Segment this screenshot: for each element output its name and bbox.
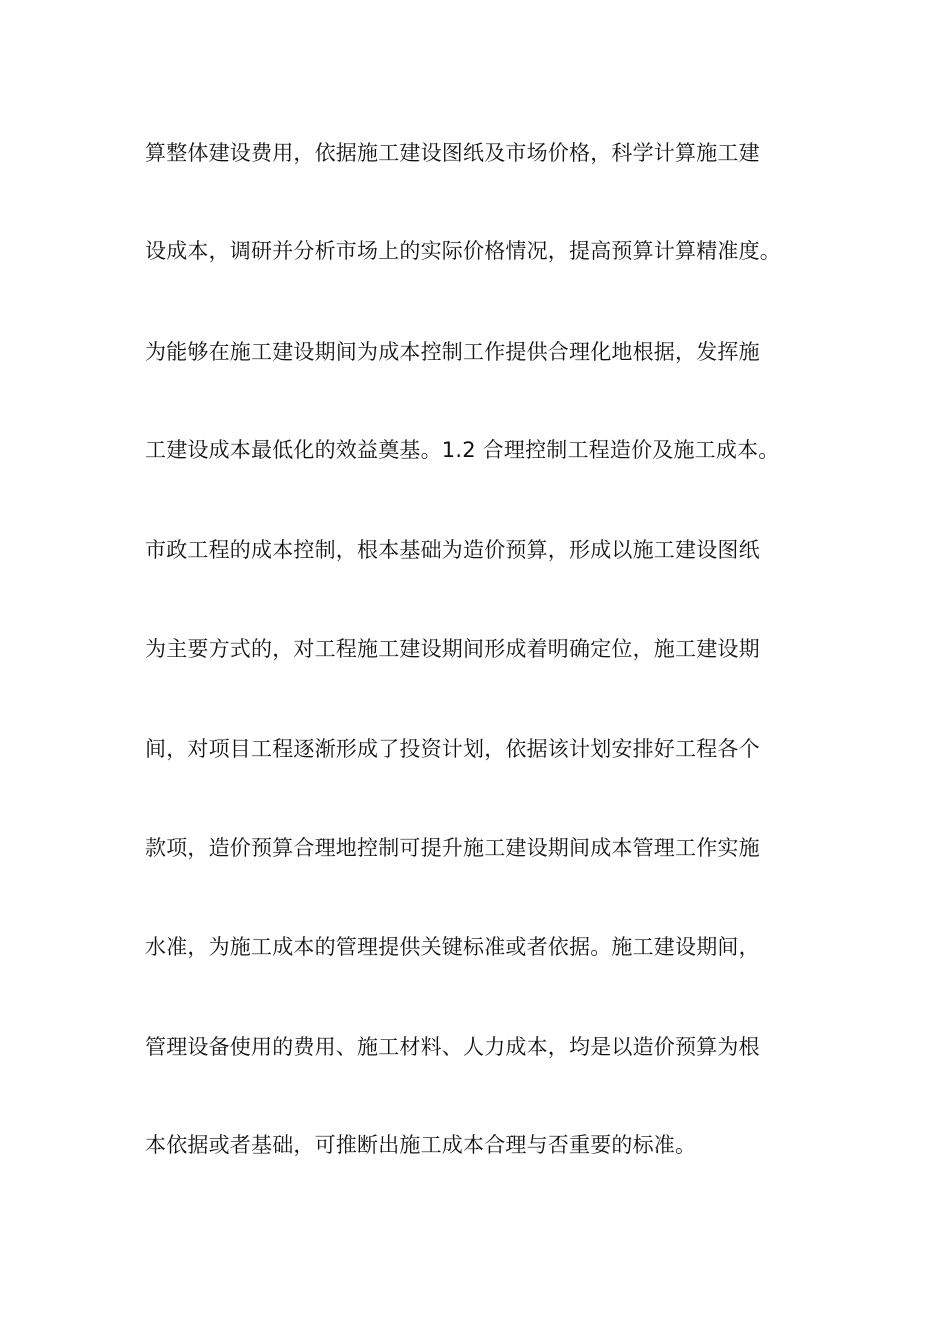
text-line-6: 为主要方式的，对工程施工建设期间形成着明确定位，施工建设期 xyxy=(145,637,760,661)
text-line-1: 算整体建设费用，依据施工建设图纸及市场价格，科学计算施工建 xyxy=(145,141,760,165)
text-line-11: 本依据或者基础，可推断出施工成本合理与否重要的标准。 xyxy=(145,1133,697,1157)
text-line-8: 款项，造价预算合理地控制可提升施工建设期间成本管理工作实施 xyxy=(145,836,760,860)
text-line-9: 水准，为施工成本的管理提供关键标准或者依据。施工建设期间， xyxy=(145,935,760,959)
text-line-3: 为能够在施工建设期间为成本控制工作提供合理化地根据，发挥施 xyxy=(145,340,760,364)
text-line-4: 工建设成本最低化的效益奠基。1.2 合理控制工程造价及施工成本。 xyxy=(145,438,780,462)
text-line-7: 间，对项目工程逐渐形成了投资计划，依据该计划安排好工程各个 xyxy=(145,737,760,761)
text-line-2: 设成本，调研并分析市场上的实际价格情况，提高预算计算精准度。 xyxy=(145,239,781,263)
text-line-10: 管理设备使用的费用、施工材料、人力成本，均是以造价预算为根 xyxy=(145,1035,760,1059)
text-line-5: 市政工程的成本控制，根本基础为造价预算，形成以施工建设图纸 xyxy=(145,538,760,562)
